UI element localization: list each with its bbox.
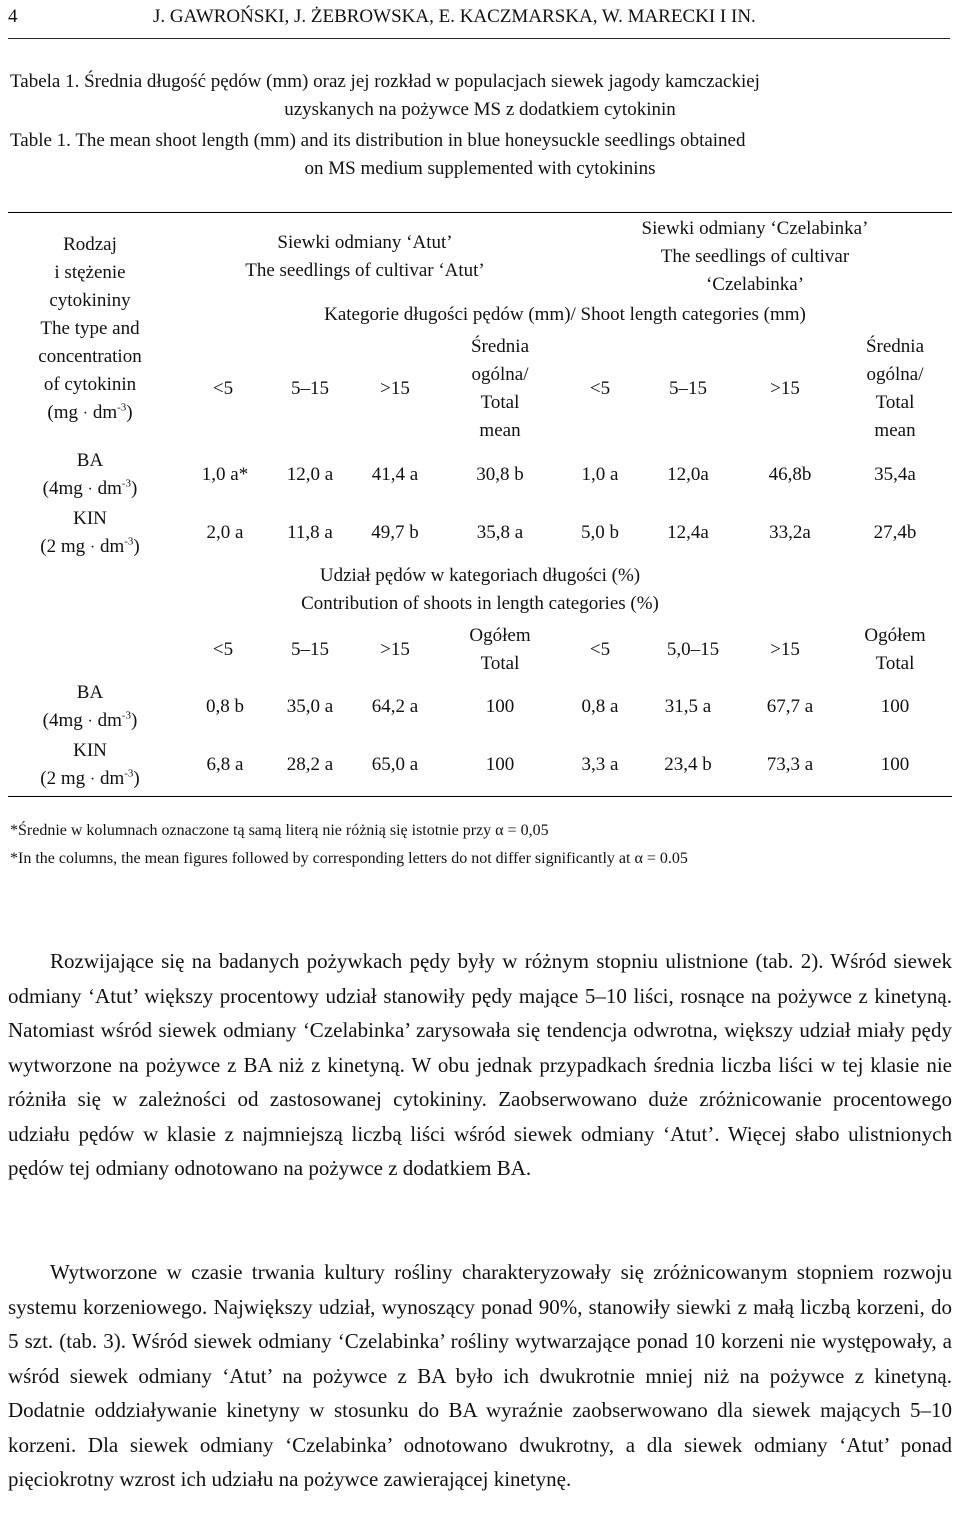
col-header-5-15-atut-pct: 5–15: [291, 639, 329, 660]
table-caption-en-line2: on MS medium supplemented with cytokinins: [304, 158, 656, 179]
cell: 67,7 a: [766, 696, 814, 717]
section-contribution-title: Udział pędów w kategoriach długości (%) Contribution of shoots in length categories (%): [301, 565, 659, 614]
footnote-en: *In the columns, the mean figures followed by corresponding letters do not differ significantly at α = 0.05: [10, 850, 688, 867]
cell: 6,8 a: [206, 754, 244, 775]
cell: 0,8 a: [581, 696, 619, 717]
cell: 64,2 a: [371, 696, 419, 717]
col-header-5-15-czel: 5–15: [669, 378, 707, 399]
cell: 27,4b: [873, 522, 917, 543]
col-header-gt15-czel-pct: >15: [770, 639, 800, 660]
cell: 100: [485, 696, 515, 717]
col-header-lt5-czel: <5: [589, 378, 611, 399]
cell: 73,3 a: [766, 754, 814, 775]
row-label-kin: KIN (2 mg · $dm^{-3}$): [40, 740, 140, 789]
col-header-total-atut: Ogółem Total: [469, 625, 531, 674]
cell: 49,7 b: [371, 522, 419, 543]
col-header-5-15-czel-pct: 5,0–15: [666, 639, 720, 660]
cell: 1,0 a*: [201, 464, 249, 485]
running-header-authors: J. GAWROŃSKI, J. ŻEBROWSKA, E. KACZMARSKA, W. MARECKI I IN.: [153, 6, 756, 27]
page-number: 4: [8, 6, 18, 27]
cell: 46,8b: [768, 464, 812, 485]
table-caption-pl-line1: Tabela 1. Średnia długość pędów (mm) oraz jej rozkład w populacjach siewek jagody kamczackiej: [10, 71, 760, 92]
cell: 0,8 b: [206, 696, 244, 717]
table-caption-pl-line2: uzyskanych na pożywce MS z dodatkiem cytokinin: [284, 99, 676, 120]
cell: 11,8 a: [287, 522, 333, 543]
table-top-rule: [8, 212, 952, 213]
col-header-mean-atut: Średnia ogólna/ Total mean: [470, 336, 530, 441]
cell: 41,4 a: [371, 464, 419, 485]
cell: 100: [485, 754, 515, 775]
col-header-lt5-atut-pct: <5: [212, 639, 234, 660]
col-header-gt15-atut-pct: >15: [380, 639, 410, 660]
header-rule: [8, 38, 950, 39]
cell: 1,0 a: [581, 464, 619, 485]
col-header-total-czel: Ogółem Total: [864, 625, 926, 674]
cell: 31,5 a: [664, 696, 712, 717]
cell: 12,4a: [667, 522, 709, 543]
stub-header: Rodzaj i stężenie cytokininy The type and concentration of cytokinin $(mg \cdot dm^{-3})$: [38, 234, 142, 423]
cell: 2,0 a: [206, 522, 244, 543]
cell: 23,4 b: [664, 754, 712, 775]
body-paragraph-1: Rozwijające się na badanych pożywkach pędy były w różnym stopniu ulistnione (tab. 2). Wśród siewek odmiany ‘Atut’ większy procentowy udział stanowiły pędy mające 5–10 liści, rosnące na pożywce z kinetyną. Natomiast wśród siewek odmiany ‘Czelabinka’ zarysowała się tendencja odwrotna, większy udział miały pędy wytworzone na pożywce z BA niż z kinetyną. W obu jednak przypadkach średnia liczba liści w tej klasie nie różniła się w zależności od zastosowanej cytokininy. Zaobserwowano duże zróżnicowanie procentowego udziału pędów w klasie z najmniejszą liczbą liści wśród siewek odmiany ‘Atut’. Więcej słabo ulistnionych pędów tej odmiany odnotowano na pożywce z dodatkiem BA.: [8, 949, 952, 1180]
cell: 33,2a: [769, 522, 811, 543]
cell: 12,0 a: [286, 464, 334, 485]
cell: 3,3 a: [581, 754, 619, 775]
col-header-mean-czel: Średnia ogólna/ Total mean: [865, 336, 925, 441]
cell: 12,0a: [667, 464, 709, 485]
cell: 5,0 b: [581, 522, 619, 543]
col-header-gt15-atut: >15: [380, 378, 410, 399]
cell: 35,8 a: [476, 522, 524, 543]
cell: 35,0 a: [286, 696, 334, 717]
group-header-czelabinka: Siewki odmiany ‘Czelabinka’ The seedlings of cultivar ‘Czelabinka’: [641, 218, 869, 295]
cell: 28,2 a: [286, 754, 334, 775]
col-header-5-15-atut: 5–15: [291, 378, 329, 399]
cell: 100: [880, 754, 910, 775]
group-header-atut: Siewki odmiany ‘Atut’ The seedlings of cultivar ‘Atut’: [245, 232, 485, 281]
cell: 30,8 b: [476, 464, 524, 485]
row-label-kin: KIN (2 mg · $dm^{-3}$): [40, 508, 140, 557]
footnote-pl: *Średnie w kolumnach oznaczone tą samą literą nie różnią się istotnie przy α = 0,05: [10, 822, 549, 839]
col-header-gt15-czel: >15: [770, 378, 800, 399]
col-header-lt5-czel-pct: <5: [589, 639, 611, 660]
cell: 65,0 a: [371, 754, 419, 775]
row-label-ba: BA $(4mg \cdot dm^{-3})$: [42, 450, 138, 499]
table-bottom-rule: [8, 796, 952, 797]
section-shoot-length-title: Kategorie długości pędów (mm)/ Shoot length categories (mm): [324, 304, 806, 325]
row-label-ba: BA $(4mg \cdot dm^{-3})$: [42, 682, 138, 731]
cell: 35,4a: [874, 464, 916, 485]
table-caption-en-line1: Table 1. The mean shoot length (mm) and its distribution in blue honeysuckle seedlings obtained: [10, 130, 746, 151]
cell: 100: [880, 696, 910, 717]
col-header-lt5-atut: <5: [212, 378, 234, 399]
body-paragraph-2: Wytworzone w czasie trwania kultury rośliny charakteryzowały się zróżnicowanym stopniem rozwoju systemu korzeniowego. Największy udział, wynoszący ponad 90%, stanowiły siewki z małą liczbą korzeni, do 5 szt. (tab. 3). Wśród siewek odmiany ‘Czelabinka’ rośliny wytwarzające ponad 10 korzeni nie występowały, a wśród siewek odmiany ‘Atut’ na pożywce z BA było ich dwukrotnie mniej niż na pożywce z kinetyną. Dodatnie oddziaływanie kinetyny w stosunku do BA wyraźnie zaobserwowano dla siewek mających 5–10 korzeni. Dla siewek odmiany ‘Czelabinka’ odnotowano dwukrotny, a dla siewek odmiany ‘Atut’ ponad pięciokrotny wzrost ich udziału na pożywce zawierającej kinetynę.: [8, 1260, 952, 1491]
